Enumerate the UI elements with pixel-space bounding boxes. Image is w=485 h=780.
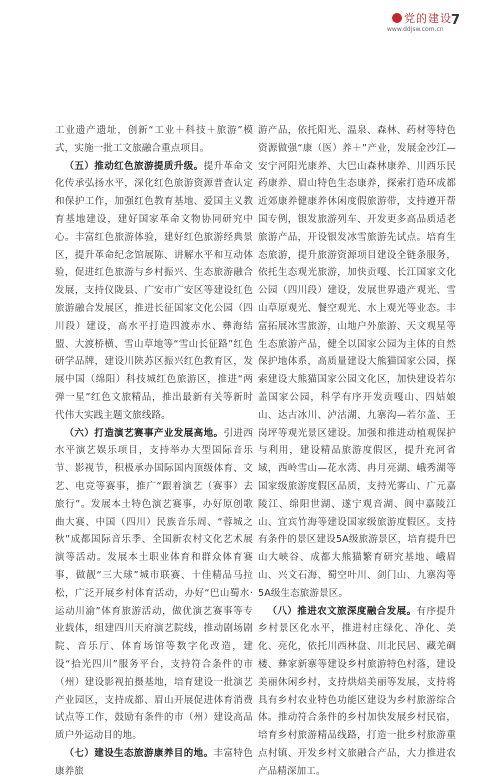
section-7	[55, 745, 253, 780]
party-emblem-icon	[392, 13, 402, 23]
page-header	[0, 0, 485, 40]
section-body: 有序提升乡村景区化水平，推进村庄绿化、净化、美化、亮化，依托川西林盘、川北民居、藏羌碉楼、彝家新寨等建设乡村旅游特色村落，建设美丽休闲乡村，支持烘焙美丽等发展，支持将具有乡村农业特色功能区建设为乡村旅游综合体。推动符合条件的乡村加快发展乡村民宿，培育乡村旅游精品线路，打造一批乡村旅游重点村镇、开发乡村文旅融合产品，大力推进农产品精深加工。	[258, 605, 456, 777]
paragraph: 游产品，依托阳光、温泉、森林、药材等特色资源做强“康（医）养＋”产业，发展金沙江—安宁河阳光康养、大巴山森林康养、川西乐民药康养、眉山特色生态康养，探索打造环成都近郊康养健康养休闲度假旅游带，支持遵开帮国专例，银发旅游列车、开发更多高品质适老旅游产品，开设银发冰雪旅游先试点。培育生态旅游，提升旅游资源项目建设全链条服务，依托生态观光旅游，加快贡嘎、长江国家文化公园（四川段）建设，发展世界遗产观光、雪山草原观光、餐空观光、水上观光等业态。丰富拓展冰雪旅游，山地户外旅游、天文观星等生态旅游产品，健全以国家公园为主体的自然保护地体系，高质量建设大熊猫国家公园，探索建设大熊猫国家公园文化区，加快建设若尔盖国家公园，科学有序开发贡嘎山、四姑娘山、达古冰川、泸沽湖、九寨沟—若尔盖、王岗坪等观光景区建设。加强和推进动植观保护与利用，建设精品旅游度假区，提升充河省域，西岭雪山—花水湾、冉月亮湖、峨秀湖等国家级旅游度假区品质，支持光雾山、广元嘉陵江、绵阳世湖、遂宁观音湖、阆中嘉陵江山、宜宾竹海等建设国家级旅游度假区。支持有条件的景区建设5A级旅游景区，培育提升巴山大峡谷、成都大熊猫繁育研究基地、峨眉山、兴文石海、蜀空叶川、剑门山、九寨沟等5A级生态旅游景区。	[258, 125, 456, 599]
section-heading: （五）推动红色旅游提质升级。	[64, 160, 204, 172]
section-body: 引进西水平演艺娱乐项目，支持举办大型国际音乐节、影视节，积极承办国际国内顶级体育、文艺、电竞等赛事，推广“跟着演艺（赛事）去旅行”。发展本土特色演艺赛事，办好原创歌曲大赛、中国（四川）民族音乐周、“蓉城之秋”成都国际音乐季、全国新农村文化艺术展演等活动。发展本土职业体育和群众体育赛事，做靓“三大球”城市联赛、十佳精品马拉松，广泛开展乡村体育活动，办好“巴山蜀水·运动川渝”体育旅游活动，做优演艺赛事等专业载体，组建四川天府演艺院线，推动剧场剧院、音乐厅、体育场馆等数字化改造，建设“拾光四川”服务平台，支持符合条件的市（州）建设影视拍摄基地，培育建设一批演艺产业园区，支持成都、眉山开展促进体育消费试点等工作，鼓励有条件的市（州）建设高品质户外运动目的地。	[55, 427, 254, 742]
section-body: 丰富特色康养旅	[55, 747, 253, 777]
page-number: 7	[451, 13, 461, 28]
left-column	[55, 122, 253, 780]
paragraph: 工业遗产遗址，创新“工业＋科技＋旅游”模式，实施一批工文旅融合重点项目。	[55, 125, 253, 154]
section-6	[55, 425, 253, 745]
section-heading: （八）推进农文旅深度融合发展。	[267, 605, 417, 617]
site-url: www.ddjsw.com.cn	[387, 26, 444, 33]
logo-text: 党的建设	[404, 12, 452, 25]
magazine-logo	[392, 10, 452, 26]
section-8	[258, 603, 456, 780]
section-heading: （七）建设生态旅游康养目的地。	[64, 747, 214, 759]
section-heading: （六）打造演艺赛事产业发展高地。	[64, 427, 224, 439]
right-column	[258, 122, 456, 780]
section-body: 提升革命文化传承弘扬水平，深化红色旅游资源普查认定和保护工作，加强红色教育基地、爱国主义教育基地建设，建好国家革命文物协同研究中心。丰富红色旅游体验，建好红色旅游经典景区，提升革命纪念馆展陈、讲解水平和互动体验，促进红色旅游与乡村振兴、生态旅游融合发展，支持仪陇县、广安市广安区等建设红色旅游融合发展区，推进长征国家文化公园（四川段）建设，高水平打造四渡赤水、彝海结盟、大渡桥横、雪山草地等“雪山长征路”红色研学品牌，建设川陕苏区振兴红色教育区，发展中国（绵阳）科技城红色旅游区，推进“两弹一星”红色文旅精品，推出最新有关等新时代伟大实践主题文旅线路。	[55, 160, 253, 421]
section-5	[55, 158, 253, 425]
